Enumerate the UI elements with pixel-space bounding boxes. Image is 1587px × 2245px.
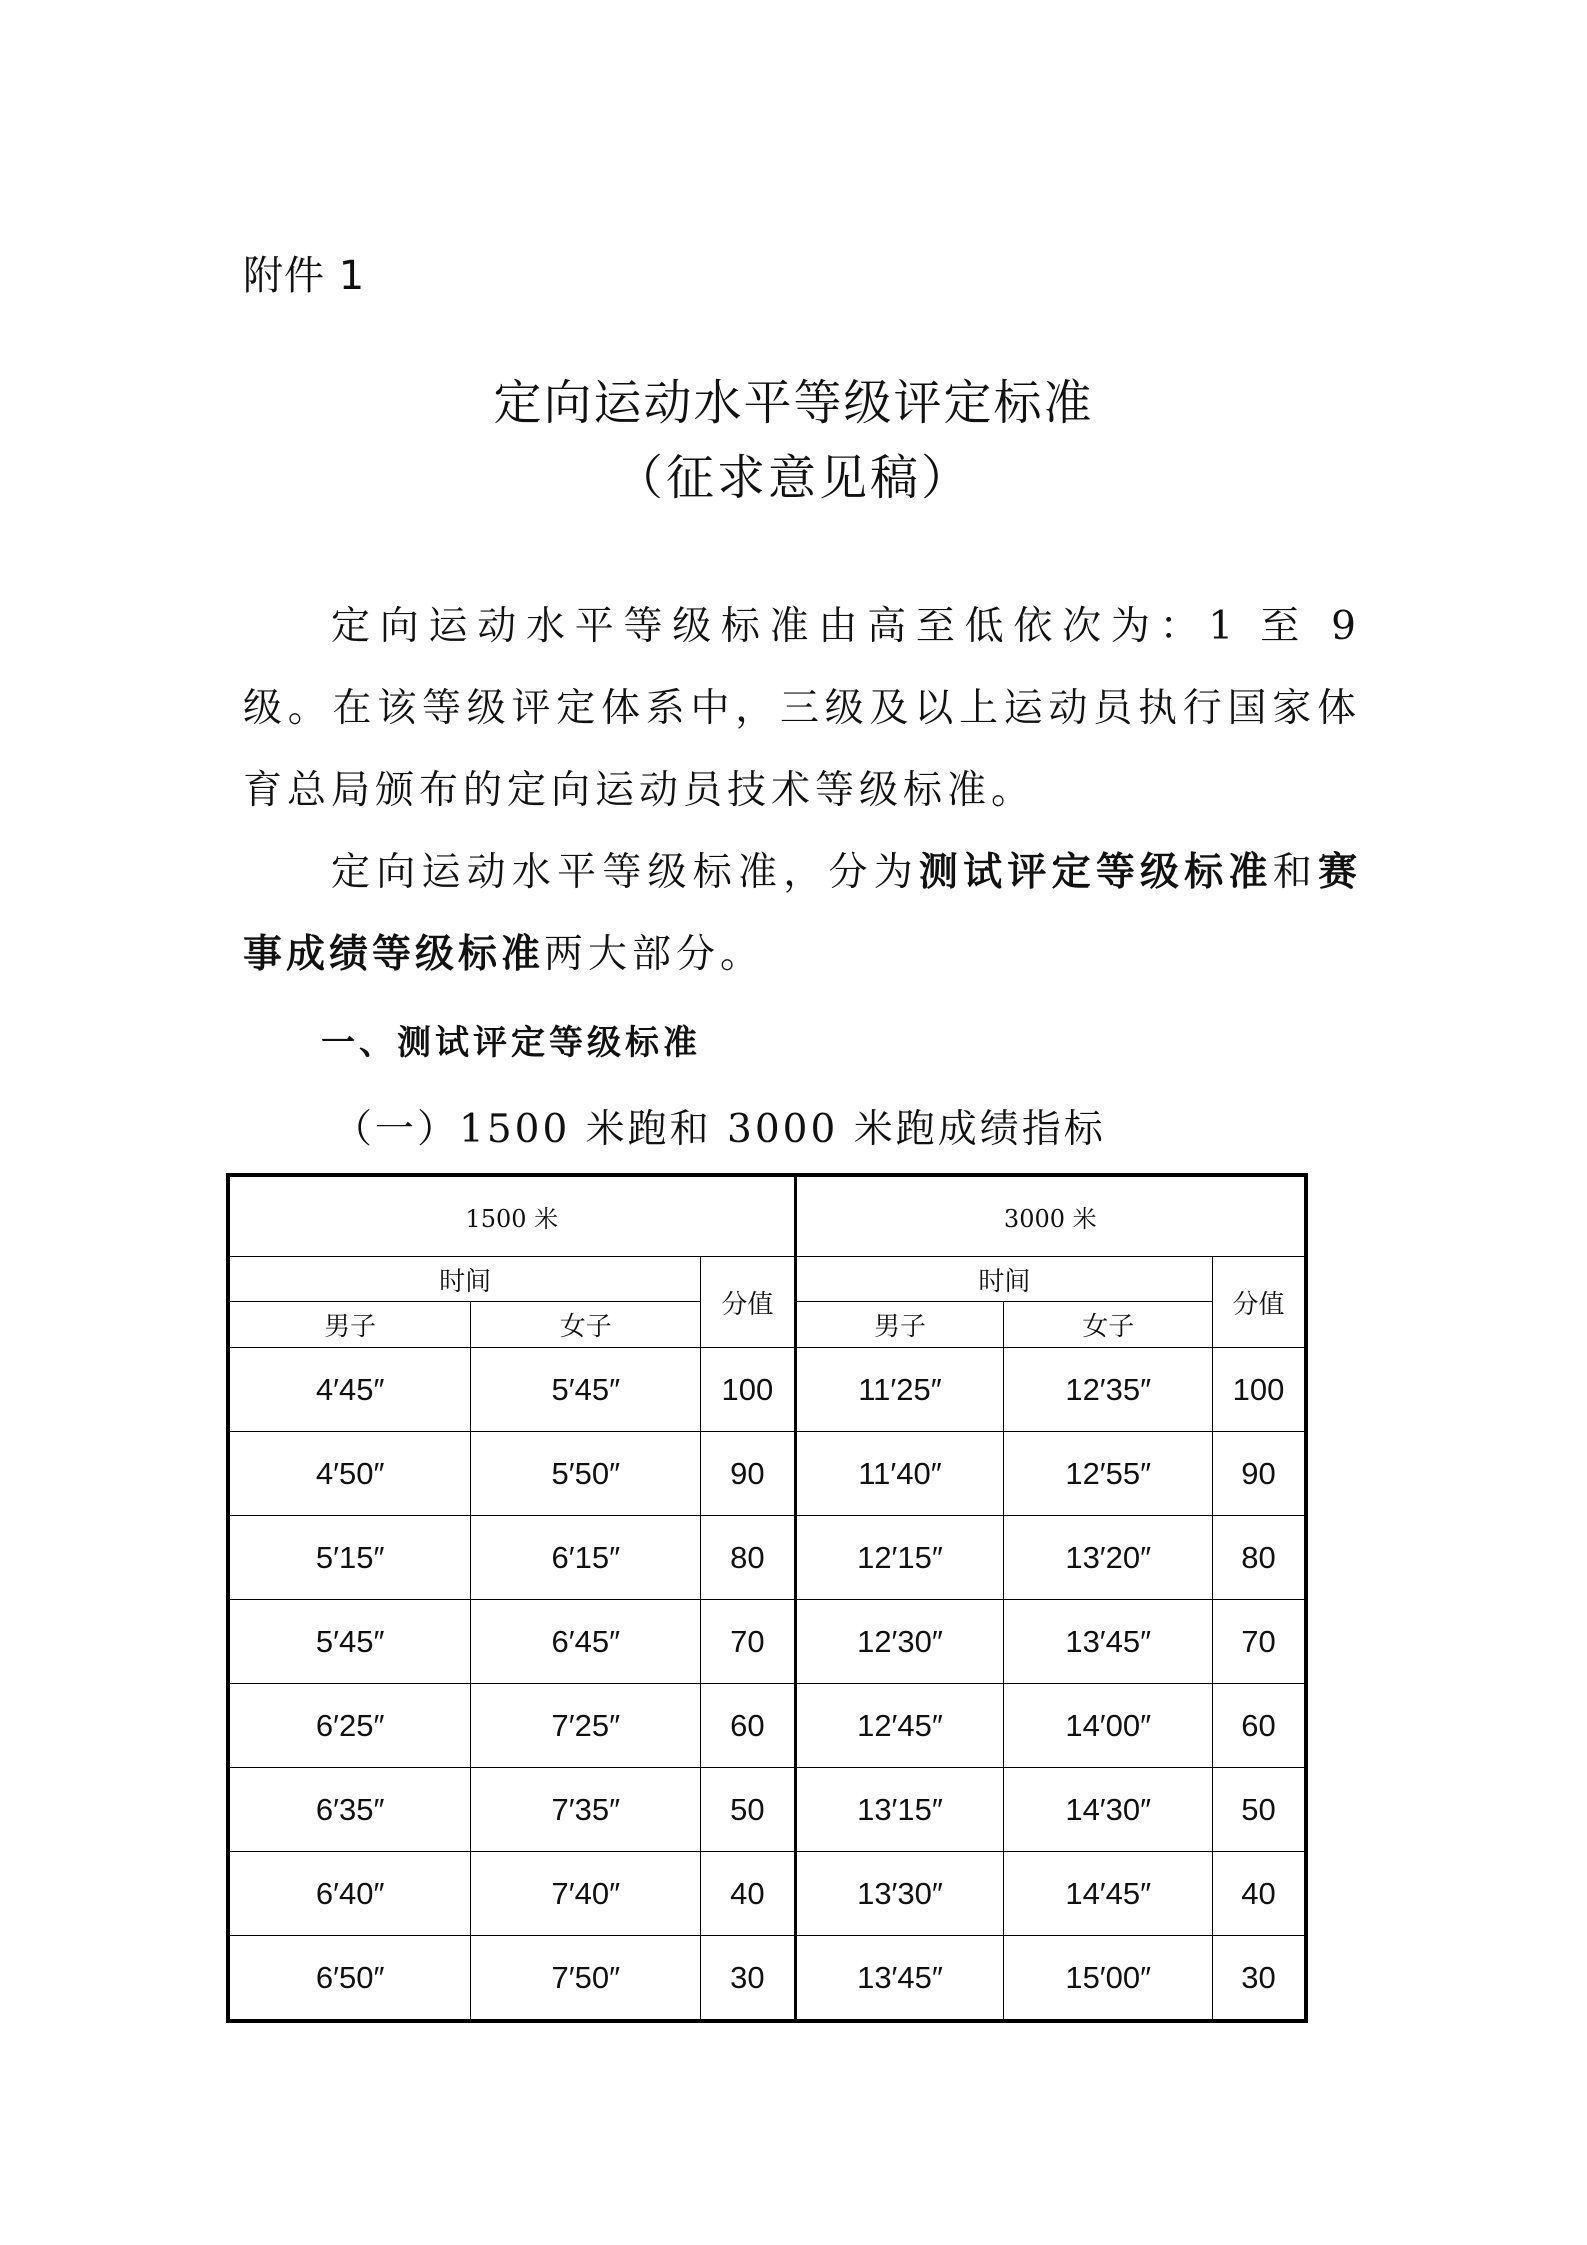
cell-female-3000m-time: 15′00″ bbox=[1004, 1936, 1213, 2022]
cell-score-1500m: 50 bbox=[701, 1768, 795, 1852]
cell-male-1500m-time: 6′25″ bbox=[228, 1684, 471, 1768]
cell-female-3000m-time: 12′55″ bbox=[1004, 1432, 1213, 1516]
table-row bbox=[228, 1684, 1306, 1768]
cell-female-3000m-time: 14′45″ bbox=[1004, 1852, 1213, 1936]
cell-male-3000m-time: 13′45″ bbox=[795, 1936, 1004, 2022]
table-row bbox=[228, 1600, 1306, 1684]
cell-male-3000m-time: 13′15″ bbox=[795, 1768, 1004, 1852]
header-female-1500m: 女子 bbox=[471, 1302, 701, 1348]
cell-score-1500m: 100 bbox=[701, 1348, 795, 1432]
table-header-row bbox=[228, 1257, 1306, 1302]
cell-female-1500m-time: 7′40″ bbox=[471, 1852, 701, 1936]
cell-male-1500m-time: 4′45″ bbox=[228, 1348, 471, 1432]
cell-score-3000m: 60 bbox=[1213, 1684, 1306, 1768]
table-row bbox=[228, 1936, 1306, 2022]
cell-score-3000m: 80 bbox=[1213, 1516, 1306, 1600]
structure-paragraph bbox=[243, 832, 1361, 996]
cell-score-1500m: 80 bbox=[701, 1516, 795, 1600]
cell-male-3000m-time: 11′25″ bbox=[795, 1348, 1004, 1432]
cell-male-3000m-time: 12′15″ bbox=[795, 1516, 1004, 1600]
cell-male-1500m-time: 6′50″ bbox=[228, 1936, 471, 2022]
header-time-3000m: 时间 bbox=[795, 1257, 1213, 1302]
table-row bbox=[228, 1432, 1306, 1516]
cell-male-1500m-time: 5′15″ bbox=[228, 1516, 471, 1600]
cell-female-1500m-time: 5′50″ bbox=[471, 1432, 701, 1516]
cell-female-1500m-time: 7′35″ bbox=[471, 1768, 701, 1852]
cell-score-3000m: 50 bbox=[1213, 1768, 1306, 1852]
cell-female-3000m-time: 13′45″ bbox=[1004, 1600, 1213, 1684]
cell-score-3000m: 90 bbox=[1213, 1432, 1306, 1516]
cell-female-1500m-time: 6′45″ bbox=[471, 1600, 701, 1684]
cell-female-3000m-time: 14′30″ bbox=[1004, 1768, 1213, 1852]
table-row bbox=[228, 1852, 1306, 1936]
section-heading: 一、测试评定等级标准 bbox=[321, 1023, 701, 1063]
table-caption: （一）1500 米跑和 3000 米跑成绩指标 bbox=[333, 1107, 1106, 1152]
cell-male-1500m-time: 5′45″ bbox=[228, 1600, 471, 1684]
cell-female-1500m-time: 5′45″ bbox=[471, 1348, 701, 1432]
emphasis-test-standard: 测试评定等级标准 bbox=[918, 850, 1273, 895]
cell-score-1500m: 30 bbox=[701, 1936, 795, 2022]
paragraph-text: 定向运动水平等级标准，分为 bbox=[331, 850, 919, 895]
header-male-3000m: 男子 bbox=[795, 1302, 1004, 1348]
cell-female-3000m-time: 12′35″ bbox=[1004, 1348, 1213, 1432]
cell-female-1500m-time: 7′50″ bbox=[471, 1936, 701, 2022]
table-row bbox=[228, 1768, 1306, 1852]
paragraph-text: 和 bbox=[1272, 850, 1318, 895]
header-female-3000m: 女子 bbox=[1004, 1302, 1213, 1348]
cell-female-3000m-time: 14′00″ bbox=[1004, 1684, 1213, 1768]
header-score-3000m: 分值 bbox=[1213, 1257, 1306, 1348]
cell-male-1500m-time: 6′35″ bbox=[228, 1768, 471, 1852]
attachment-label: 附件 1 bbox=[243, 253, 366, 299]
cell-male-3000m-time: 11′40″ bbox=[795, 1432, 1004, 1516]
document-subtitle: （征求意见稿） bbox=[614, 450, 972, 506]
cell-male-3000m-time: 13′30″ bbox=[795, 1852, 1004, 1936]
header-1500m: 1500 米 bbox=[228, 1175, 795, 1257]
cell-female-3000m-time: 13′20″ bbox=[1004, 1516, 1213, 1600]
table-row bbox=[228, 1348, 1306, 1432]
header-time-1500m: 时间 bbox=[228, 1257, 701, 1302]
paragraph-text: 两大部分。 bbox=[544, 932, 765, 977]
cell-score-1500m: 60 bbox=[701, 1684, 795, 1768]
cell-female-1500m-time: 7′25″ bbox=[471, 1684, 701, 1768]
document-title: 定向运动水平等级评定标准 bbox=[493, 375, 1094, 431]
cell-score-1500m: 40 bbox=[701, 1852, 795, 1936]
intro-paragraph: 定向运动水平等级标准由高至低依次为：1 至 9 级。在该等级评定体系中，三级及以上运动员执行国家体育总局颁布的定向运动员技术等级标准。 bbox=[243, 604, 1361, 813]
emphasis-competition-standard: 赛事成绩等级标准 bbox=[243, 850, 1361, 977]
cell-male-3000m-time: 12′45″ bbox=[795, 1684, 1004, 1768]
cell-score-3000m: 30 bbox=[1213, 1936, 1306, 2022]
header-score-1500m: 分值 bbox=[701, 1257, 795, 1348]
header-3000m: 3000 米 bbox=[795, 1175, 1306, 1257]
cell-score-3000m: 100 bbox=[1213, 1348, 1306, 1432]
cell-male-1500m-time: 4′50″ bbox=[228, 1432, 471, 1516]
cell-female-1500m-time: 6′15″ bbox=[471, 1516, 701, 1600]
cell-score-1500m: 70 bbox=[701, 1600, 795, 1684]
cell-male-3000m-time: 12′30″ bbox=[795, 1600, 1004, 1684]
cell-score-3000m: 70 bbox=[1213, 1600, 1306, 1684]
cell-score-1500m: 90 bbox=[701, 1432, 795, 1516]
cell-score-3000m: 40 bbox=[1213, 1852, 1306, 1936]
table-row bbox=[228, 1516, 1306, 1600]
cell-male-1500m-time: 6′40″ bbox=[228, 1852, 471, 1936]
running-score-table bbox=[226, 1173, 1308, 2023]
table-header-row bbox=[228, 1175, 1306, 1257]
header-male-1500m: 男子 bbox=[228, 1302, 471, 1348]
